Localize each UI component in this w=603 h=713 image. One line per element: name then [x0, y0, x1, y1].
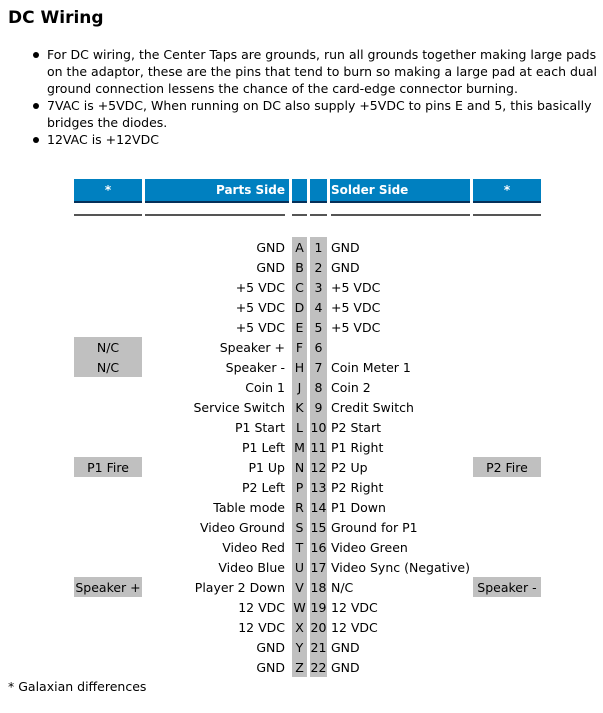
- galaxian-parts-cell: [74, 237, 142, 257]
- footnote: * Galaxian differences: [8, 679, 147, 694]
- parts-pin-cell: J: [292, 377, 307, 397]
- parts-pin-cell: V: [292, 577, 307, 597]
- galaxian-solder-cell: [473, 377, 541, 397]
- galaxian-solder-cell: [473, 397, 541, 417]
- parts-side-cell: Service Switch: [193, 399, 285, 415]
- table-row: [74, 557, 541, 577]
- table-row: [74, 537, 541, 557]
- table-row: [74, 497, 541, 517]
- solder-pin-cell: 2: [310, 257, 327, 277]
- column-header: *: [473, 179, 541, 203]
- table-row: [74, 397, 541, 417]
- solder-side-cell: N/C: [331, 579, 354, 595]
- solder-side-cell: P2 Up: [331, 459, 368, 475]
- parts-pin-cell: W: [292, 597, 307, 617]
- solder-side-cell: P1 Down: [331, 499, 386, 515]
- galaxian-parts-cell: [74, 417, 142, 437]
- solder-side-cell: Coin 2: [331, 379, 371, 395]
- table-row: [74, 477, 541, 497]
- parts-side-cell: GND: [256, 639, 285, 655]
- column-header: [292, 179, 307, 203]
- divider: [473, 214, 541, 216]
- solder-pin-cell: 15: [310, 517, 327, 537]
- solder-side-cell: [330, 337, 470, 357]
- table-row: [74, 657, 541, 677]
- table-row: [74, 597, 541, 617]
- solder-pin-cell: 4: [310, 297, 327, 317]
- table-row: [74, 457, 541, 477]
- parts-pin-cell: X: [292, 617, 307, 637]
- solder-pin-cell: 12: [310, 457, 327, 477]
- divider: [145, 214, 285, 216]
- parts-side-cell: +5 VDC: [235, 299, 285, 315]
- solder-side-cell: Coin Meter 1: [331, 359, 411, 375]
- list-item: 7VAC is +5VDC, When running on DC also supply +5VDC to pins E and 5, this basically bridges the diodes.: [47, 97, 597, 131]
- parts-pin-cell: H: [292, 357, 307, 377]
- parts-side-cell: GND: [256, 659, 285, 675]
- galaxian-solder-cell: [473, 437, 541, 457]
- solder-side-cell: +5 VDC: [331, 299, 381, 315]
- galaxian-solder-cell: [473, 337, 541, 357]
- parts-pin-cell: A: [292, 237, 307, 257]
- solder-side-cell: P1 Right: [331, 439, 384, 455]
- galaxian-parts-cell: [74, 477, 142, 497]
- solder-pin-cell: 21: [310, 637, 327, 657]
- divider: [292, 214, 307, 216]
- galaxian-parts-cell: [74, 437, 142, 457]
- solder-pin-cell: 3: [310, 277, 327, 297]
- column-header: Parts Side: [145, 179, 289, 203]
- table-row: [74, 577, 541, 597]
- parts-pin-cell: L: [292, 417, 307, 437]
- parts-side-cell: Video Blue: [218, 559, 285, 575]
- galaxian-parts-cell: [74, 257, 142, 277]
- divider: [74, 214, 142, 216]
- table-row: [74, 637, 541, 657]
- parts-side-cell: Video Red: [222, 539, 285, 555]
- table-row: [74, 277, 541, 297]
- parts-side-cell: Speaker +: [219, 339, 285, 355]
- galaxian-parts-cell: [74, 637, 142, 657]
- galaxian-parts-cell: [74, 517, 142, 537]
- table-row: [74, 237, 541, 257]
- solder-pin-cell: 16: [310, 537, 327, 557]
- galaxian-parts-cell: [74, 597, 142, 617]
- galaxian-solder-cell: [473, 637, 541, 657]
- notes-list: [47, 46, 597, 148]
- list-item: For DC wiring, the Center Taps are grounds, run all grounds together making large pads on the adaptor, these are the pins that tend to burn so making a large pad at each dual ground connection lessens the chance of the card-edge connector burning.: [47, 47, 597, 96]
- parts-pin-cell: D: [292, 297, 307, 317]
- galaxian-solder-cell: [473, 317, 541, 337]
- galaxian-solder-cell: [473, 277, 541, 297]
- parts-pin-cell: R: [292, 497, 307, 517]
- solder-side-cell: GND: [331, 259, 360, 275]
- solder-side-cell: +5 VDC: [331, 319, 381, 335]
- divider: [331, 214, 470, 216]
- solder-pin-cell: 6: [310, 337, 327, 357]
- parts-side-cell: Player 2 Down: [194, 579, 285, 595]
- parts-pin-cell: F: [292, 337, 307, 357]
- parts-pin-cell: E: [292, 317, 307, 337]
- parts-pin-cell: M: [292, 437, 307, 457]
- solder-pin-cell: 7: [310, 357, 327, 377]
- galaxian-parts-cell: Speaker +: [74, 577, 142, 597]
- solder-side-cell: GND: [331, 659, 360, 675]
- parts-side-cell: GND: [256, 239, 285, 255]
- solder-side-cell: 12 VDC: [331, 599, 378, 615]
- parts-side-cell: GND: [256, 259, 285, 275]
- galaxian-parts-cell: [74, 377, 142, 397]
- parts-side-cell: Video Ground: [200, 519, 285, 535]
- galaxian-parts-cell: [74, 277, 142, 297]
- divider: [310, 214, 327, 216]
- parts-pin-cell: P: [292, 477, 307, 497]
- solder-pin-cell: 14: [310, 497, 327, 517]
- galaxian-parts-cell: [74, 617, 142, 637]
- galaxian-solder-cell: [473, 477, 541, 497]
- galaxian-solder-cell: [473, 597, 541, 617]
- parts-side-cell: P1 Left: [242, 439, 285, 455]
- parts-side-cell: P1 Up: [248, 459, 285, 475]
- table-row: [74, 437, 541, 457]
- solder-side-cell: P2 Right: [331, 479, 384, 495]
- galaxian-parts-cell: [74, 657, 142, 677]
- solder-pin-cell: 22: [310, 657, 327, 677]
- parts-side-cell: +5 VDC: [235, 279, 285, 295]
- column-header: Solder Side: [330, 179, 470, 203]
- galaxian-solder-cell: [473, 257, 541, 277]
- solder-pin-cell: 8: [310, 377, 327, 397]
- solder-pin-cell: 19: [310, 597, 327, 617]
- parts-pin-cell: C: [292, 277, 307, 297]
- solder-side-cell: Video Green: [331, 539, 408, 555]
- table-row: [74, 257, 541, 277]
- solder-pin-cell: 5: [310, 317, 327, 337]
- table-row: [74, 317, 541, 337]
- galaxian-solder-cell: [473, 357, 541, 377]
- parts-pin-cell: Y: [292, 637, 307, 657]
- parts-side-cell: 12 VDC: [238, 619, 285, 635]
- galaxian-parts-cell: [74, 497, 142, 517]
- solder-side-cell: GND: [331, 239, 360, 255]
- solder-side-cell: +5 VDC: [331, 279, 381, 295]
- galaxian-solder-cell: Speaker -: [473, 577, 541, 597]
- solder-pin-cell: 13: [310, 477, 327, 497]
- galaxian-solder-cell: [473, 537, 541, 557]
- parts-pin-cell: S: [292, 517, 307, 537]
- parts-side-cell: Table mode: [213, 499, 285, 515]
- galaxian-parts-cell: [74, 297, 142, 317]
- galaxian-solder-cell: P2 Fire: [473, 457, 541, 477]
- table-row: [74, 377, 541, 397]
- solder-pin-cell: 11: [310, 437, 327, 457]
- galaxian-parts-cell: [74, 397, 142, 417]
- solder-pin-cell: 18: [310, 577, 327, 597]
- parts-pin-cell: T: [292, 537, 307, 557]
- parts-pin-cell: B: [292, 257, 307, 277]
- table-row: [74, 617, 541, 637]
- galaxian-solder-cell: [473, 237, 541, 257]
- galaxian-parts-cell: N/C: [74, 357, 142, 377]
- galaxian-solder-cell: [473, 517, 541, 537]
- table-row: [74, 417, 541, 437]
- solder-pin-cell: 20: [310, 617, 327, 637]
- galaxian-parts-cell: [74, 317, 142, 337]
- galaxian-solder-cell: [473, 617, 541, 637]
- parts-pin-cell: K: [292, 397, 307, 417]
- solder-side-cell: Credit Switch: [331, 399, 414, 415]
- table-row: [74, 517, 541, 537]
- galaxian-solder-cell: [473, 497, 541, 517]
- parts-side-cell: Speaker -: [225, 359, 285, 375]
- solder-side-cell: GND: [331, 639, 360, 655]
- galaxian-solder-cell: [473, 657, 541, 677]
- galaxian-parts-cell: [74, 537, 142, 557]
- table-row: [74, 297, 541, 317]
- solder-pin-cell: 17: [310, 557, 327, 577]
- solder-pin-cell: 1: [310, 237, 327, 257]
- parts-side-cell: +5 VDC: [235, 319, 285, 335]
- parts-side-cell: 12 VDC: [238, 599, 285, 615]
- list-item: 12VAC is +12VDC: [47, 131, 597, 148]
- parts-pin-cell: N: [292, 457, 307, 477]
- parts-pin-cell: Z: [292, 657, 307, 677]
- parts-side-cell: Coin 1: [245, 379, 285, 395]
- galaxian-solder-cell: [473, 557, 541, 577]
- table-row: [74, 357, 541, 377]
- galaxian-parts-cell: N/C: [74, 337, 142, 357]
- solder-side-cell: Video Sync (Negative): [331, 559, 470, 575]
- column-header: [310, 179, 327, 203]
- galaxian-solder-cell: [473, 297, 541, 317]
- parts-side-cell: P2 Left: [242, 479, 285, 495]
- divider-row: [74, 203, 541, 217]
- galaxian-solder-cell: [473, 417, 541, 437]
- pinout-table: [71, 179, 544, 677]
- solder-side-cell: 12 VDC: [331, 619, 378, 635]
- parts-pin-cell: U: [292, 557, 307, 577]
- solder-side-cell: P2 Start: [331, 419, 381, 435]
- page-title: DC Wiring: [8, 8, 104, 28]
- column-header: *: [74, 179, 142, 203]
- solder-pin-cell: 10: [310, 417, 327, 437]
- solder-side-cell: Ground for P1: [331, 519, 418, 535]
- galaxian-parts-cell: [74, 557, 142, 577]
- galaxian-parts-cell: P1 Fire: [74, 457, 142, 477]
- table-row: [74, 337, 541, 357]
- parts-side-cell: P1 Start: [235, 419, 285, 435]
- solder-pin-cell: 9: [310, 397, 327, 417]
